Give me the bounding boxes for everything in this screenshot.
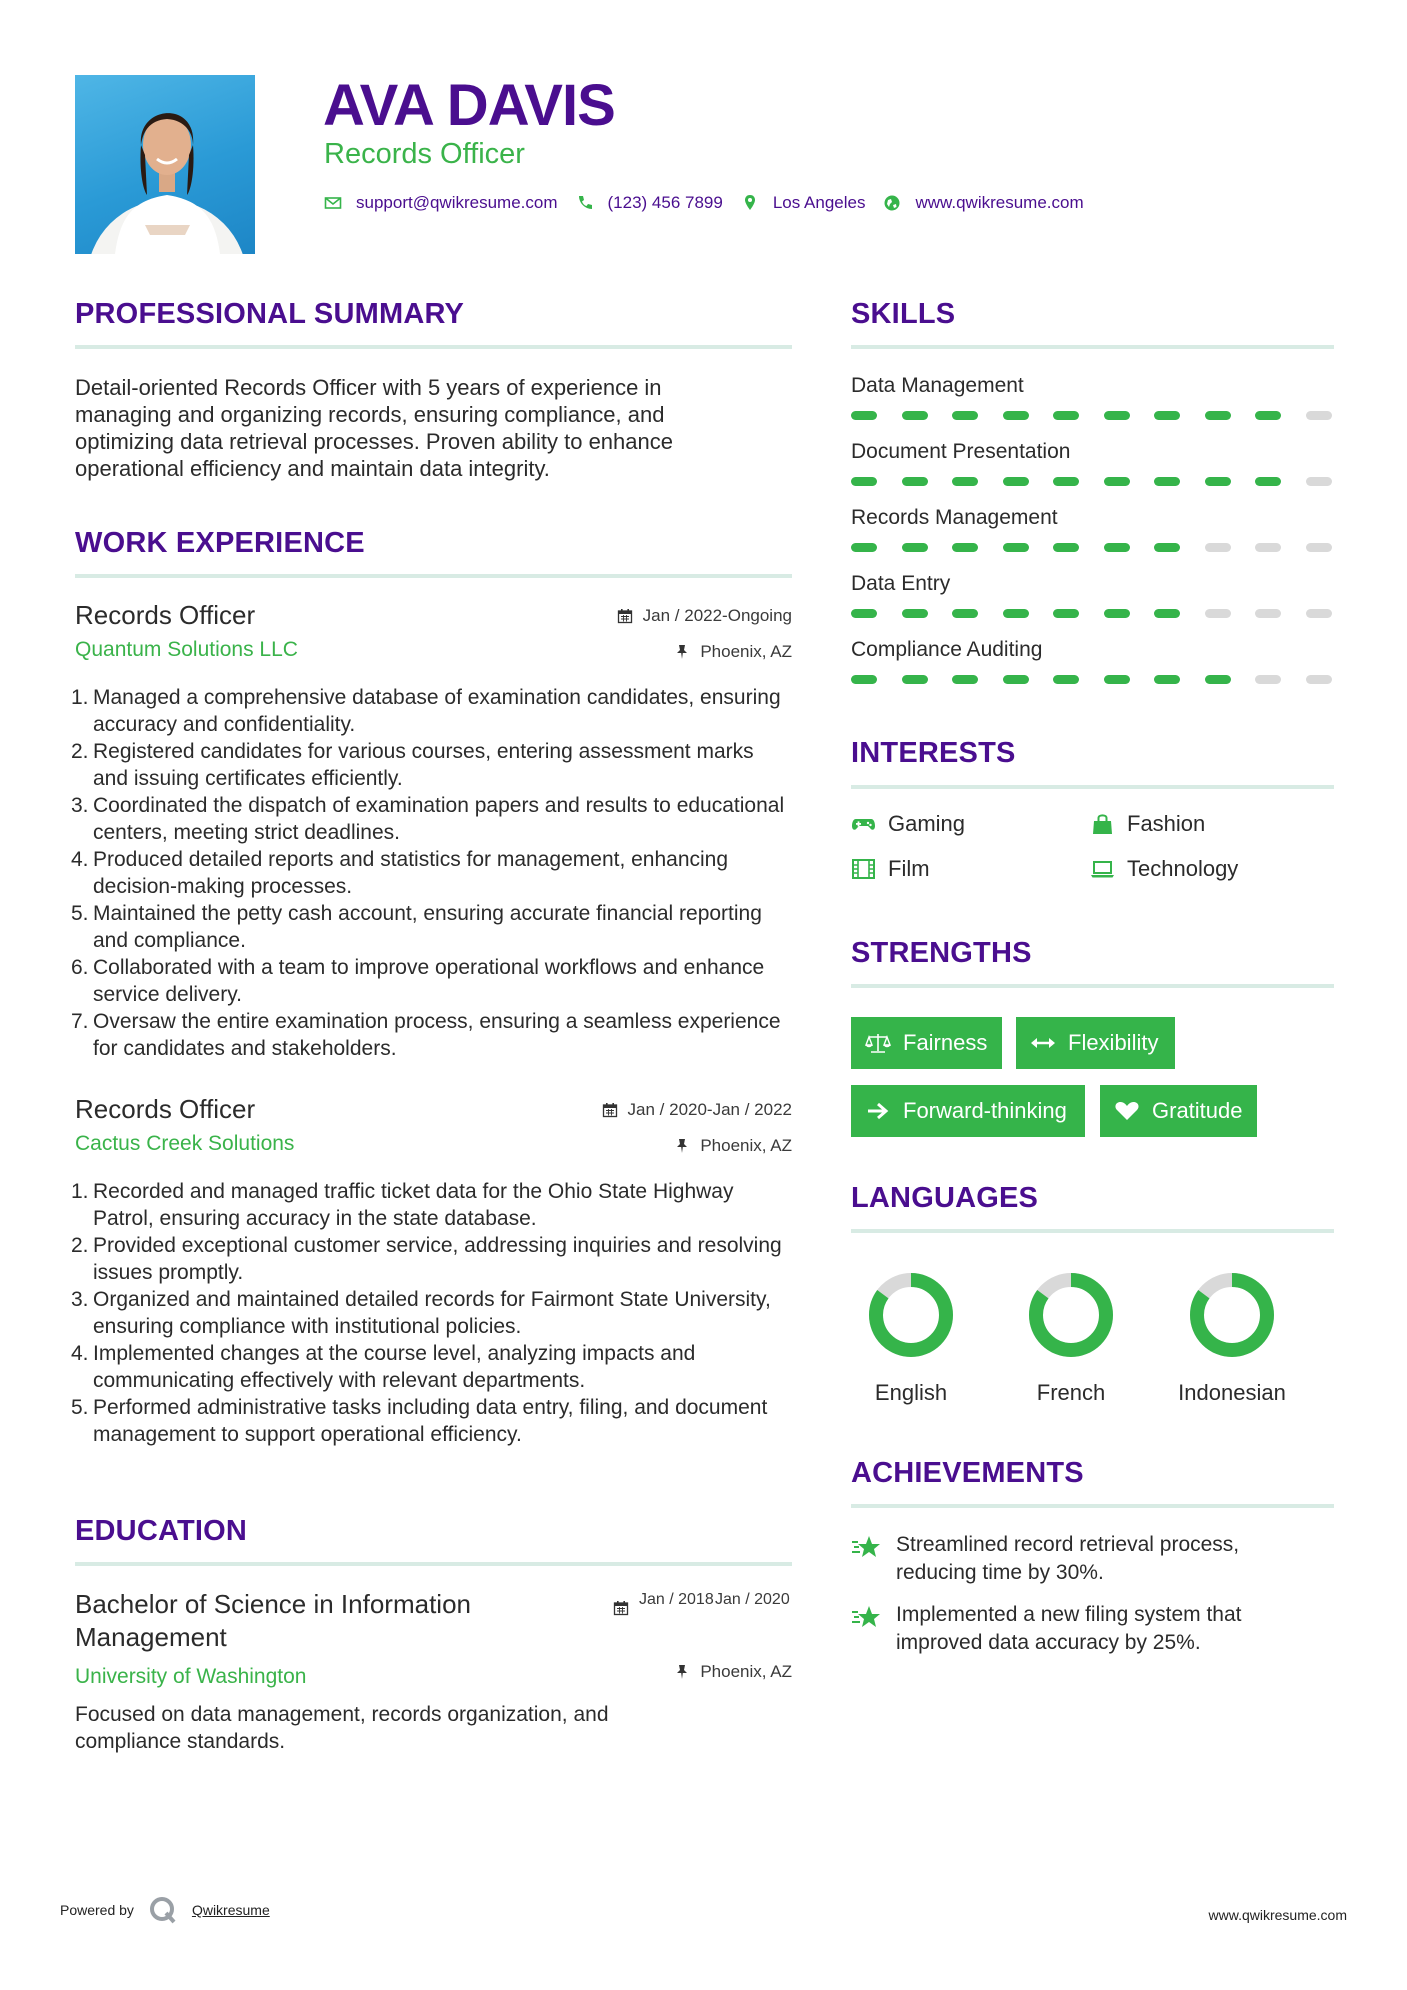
gamepad-icon [851,813,876,835]
skill-dash-filled [1003,477,1029,486]
heart-icon [1114,1100,1140,1122]
list-item: 5. Maintained the petty cash account, ensuring accurate financial reporting and compliance. [71,902,762,952]
qwikresume-logo-icon [148,1895,178,1925]
balance-scale-icon [865,1032,891,1054]
achievements-divider [851,1504,1334,1508]
skill-dash-filled [952,411,978,420]
skill-item [851,638,1334,662]
skill-item [851,572,1334,596]
interest-item [851,811,965,837]
skill-dash-filled [1003,675,1029,684]
job-dates-text: Jan / 2022-Ongoing [642,606,792,625]
skill-dash-empty [1205,543,1231,552]
job-dates [617,606,792,626]
education-degree: Bachelor of Science in Information Management [75,1589,471,1652]
language-item [831,1270,991,1406]
interest-item [851,856,930,882]
skill-dash-filled [1205,411,1231,420]
achievement-text: Streamlined record retrieval process, reducing time by 30%. [896,1533,1240,1584]
skill-dash-filled [1205,675,1231,684]
skill-dash-filled [1053,609,1079,618]
skill-dash-filled [902,675,928,684]
contact-location-text: Los Angeles [772,193,866,212]
experience-heading: WORK EXPERIENCE [75,527,365,559]
job-bullets [71,684,792,1062]
interest-label: Gaming [888,811,966,836]
job-role: Records Officer [75,600,256,630]
list-item: 5. Performed administrative tasks including data entry, filing, and document management to support operational efficiency. [71,1396,768,1446]
skill-dash-filled [1104,675,1130,684]
skills-heading: SKILLS [851,298,956,330]
interests-divider [851,785,1334,789]
list-item: 2. Registered candidates for various courses, entering assessment marks and issuing certificates efficiently. [71,740,754,790]
languages-heading: LANGUAGES [851,1182,1039,1214]
contact-row [324,193,1102,213]
star-award-icon [851,1533,883,1563]
education-start: Jan / 2018 [639,1591,714,1608]
skill-dash-filled [952,543,978,552]
skill-dash-filled [851,675,877,684]
language-proficiency-ring [1026,1270,1116,1360]
list-item: 3. Organized and maintained detailed records for Fairmont State University, ensuring compliance with institutional policies. [71,1288,771,1338]
skill-dash-empty [1306,675,1332,684]
skill-name: Compliance Auditing [851,638,1043,661]
skill-dash-empty [1306,609,1332,618]
skill-name: Document Presentation [851,440,1071,463]
strength-label: Forward-thinking [903,1098,1067,1123]
job-location [674,1136,792,1156]
contact-location [741,193,866,213]
envelope-icon [324,194,342,212]
skill-dash-filled [1003,609,1029,618]
summary-text: Detail-oriented Records Officer with 5 years of experience in managing and organizing records, ensuring compliance, and optimizing data retrieval processes. Proven ability to enhance operational efficiency and maintain data integrity. [75,375,673,481]
skill-dash-filled [902,477,928,486]
interest-item [1090,856,1238,882]
skill-name: Data Management [851,374,1024,397]
skill-dash-filled [1154,477,1180,486]
skill-item [851,440,1334,464]
pushpin-icon [674,1138,690,1154]
skill-dash-filled [1104,609,1130,618]
candidate-title: Records Officer [324,138,525,170]
skill-level-bar [851,609,1356,618]
strength-badge [851,1017,1002,1069]
strength-badge [851,1085,1085,1137]
skill-dash-filled [1255,477,1281,486]
skill-dash-filled [1104,477,1130,486]
skill-name: Records Management [851,506,1058,529]
skill-dash-filled [952,477,978,486]
skill-level-bar [851,543,1356,552]
language-item [1152,1270,1312,1406]
job-dates-text: Jan / 2020-Jan / 2022 [627,1100,792,1119]
contact-website-text[interactable]: www.qwikresume.com [915,193,1084,212]
list-item: 1. Managed a comprehensive database of examination candidates, ensuring accuracy and confidentiality. [71,686,781,736]
job-dates [602,1100,792,1120]
interest-item [1090,811,1205,837]
list-item: 4. Implemented changes at the course level, analyzing impacts and communicating effectively with relevant departments. [71,1342,696,1392]
job-company: Quantum Solutions LLC [75,638,298,661]
interests-heading: INTERESTS [851,737,1016,769]
strengths-divider [851,984,1334,988]
list-item: 6. Collaborated with a team to improve operational workflows and enhance service delivery. [71,956,765,1006]
summary-heading: PROFESSIONAL SUMMARY [75,298,465,330]
calendar-icon [602,1102,618,1118]
footer-powered-label: Powered by [60,1902,134,1918]
star-award-icon [851,1603,883,1633]
skill-dash-filled [1104,411,1130,420]
candidate-name: AVA DAVIS [323,73,615,138]
skill-dash-filled [1255,411,1281,420]
globe-icon [883,194,901,212]
education-end: Jan / 2020 [715,1591,790,1608]
education-school: University of Washington [75,1665,307,1688]
skill-dash-filled [1053,675,1079,684]
skill-level-bar [851,675,1356,684]
interest-label: Fashion [1127,811,1206,836]
skill-dash-empty [1205,609,1231,618]
skill-item [851,374,1334,398]
skill-level-bar [851,411,1356,420]
contact-phone-text[interactable]: (123) 456 7899 [607,193,723,212]
skill-dash-filled [851,609,877,618]
skill-dash-filled [1003,411,1029,420]
skill-dash-empty [1306,477,1332,486]
contact-website[interactable] [883,193,1083,213]
languages-divider [851,1229,1334,1233]
footer-brand-link[interactable]: Qwikresume [191,1902,270,1918]
experience-divider [75,574,792,578]
skills-divider [851,345,1334,349]
education-description: Focused on data management, records organization, and compliance standards. [75,1703,609,1753]
skill-dash-empty [1306,543,1332,552]
strengths-heading: STRENGTHS [851,937,1032,969]
job-bullets [71,1178,792,1448]
strength-badge [1100,1085,1257,1137]
list-item: 1. Recorded and managed traffic ticket data for the Ohio State Highway Patrol, ensuring accuracy in the state database. [71,1180,734,1230]
skill-dash-filled [952,609,978,618]
strength-label: Flexibility [1068,1030,1159,1055]
profile-photo-illustration [75,75,255,254]
shopping-bag-icon [1090,813,1115,835]
language-proficiency-ring [1187,1270,1277,1360]
summary-divider [75,345,792,349]
map-pin-icon [741,194,759,212]
skill-dash-filled [1154,609,1180,618]
job-location-text: Phoenix, AZ [700,642,792,661]
education-location [674,1662,792,1682]
calendar-icon [617,608,633,624]
skill-item [851,506,1334,530]
skill-dash-filled [1154,543,1180,552]
arrows-horizontal-icon [1030,1032,1056,1054]
footer-powered-by [60,1895,270,1925]
strength-label: Gratitude [1152,1098,1243,1123]
skill-dash-filled [902,543,928,552]
skill-name: Data Entry [851,572,951,595]
pushpin-icon [674,1664,690,1680]
language-name: Indonesian [1178,1380,1286,1405]
achievement-text: Implemented a new filing system that improved data accuracy by 25%. [896,1603,1242,1654]
skill-dash-filled [952,675,978,684]
interest-label: Film [888,856,930,881]
skill-dash-filled [1104,543,1130,552]
footer-url[interactable]: www.qwikresume.com [1208,1907,1347,1923]
skill-dash-filled [1205,477,1231,486]
education-heading: EDUCATION [75,1515,248,1547]
language-name: French [1036,1380,1106,1405]
skill-dash-filled [1053,411,1079,420]
contact-email-text[interactable]: support@qwikresume.com [356,193,558,212]
skill-dash-filled [1053,477,1079,486]
skill-dash-empty [1255,609,1281,618]
list-item: 4. Produced detailed reports and statistics for management, enhancing decision-making processes. [71,848,729,898]
job-role: Records Officer [75,1094,256,1124]
arrow-right-icon [865,1100,891,1122]
education-divider [75,1562,792,1566]
list-item: 3. Coordinated the dispatch of examination papers and results to educational centers, meeting strict deadlines. [71,794,785,844]
skill-dash-filled [851,411,877,420]
laptop-icon [1090,858,1115,880]
film-icon [851,858,876,880]
job-location-text: Phoenix, AZ [700,1136,792,1155]
phone-icon [576,194,594,212]
skill-dash-filled [1154,411,1180,420]
skill-dash-empty [1255,675,1281,684]
job-company: Cactus Creek Solutions [75,1132,295,1155]
language-item [991,1270,1151,1406]
contact-email[interactable] [324,193,558,213]
skill-dash-filled [1053,543,1079,552]
list-item: 7. Oversaw the entire examination process, ensuring a seamless experience for candidates and stakeholders. [71,1010,781,1060]
language-proficiency-ring [866,1270,956,1360]
strength-label: Fairness [903,1030,988,1055]
contact-phone[interactable] [576,193,723,213]
skill-level-bar [851,477,1356,486]
language-name: English [874,1380,948,1405]
achievements-heading: ACHIEVEMENTS [851,1457,1084,1489]
calendar-icon [613,1600,629,1616]
skill-dash-filled [851,543,877,552]
job-location [674,642,792,662]
skill-dash-filled [1003,543,1029,552]
strength-badge [1016,1017,1175,1069]
interest-label: Technology [1127,856,1239,881]
pushpin-icon [674,644,690,660]
education-location-text: Phoenix, AZ [700,1662,792,1681]
profile-photo [75,75,255,254]
skill-dash-filled [851,477,877,486]
skill-dash-filled [902,411,928,420]
skill-dash-filled [1154,675,1180,684]
list-item: 2. Provided exceptional customer service, addressing inquiries and resolving issues promptly. [71,1234,782,1284]
skill-dash-empty [1306,411,1332,420]
skill-dash-empty [1255,543,1281,552]
skill-dash-filled [902,609,928,618]
education-dates [613,1590,791,1616]
